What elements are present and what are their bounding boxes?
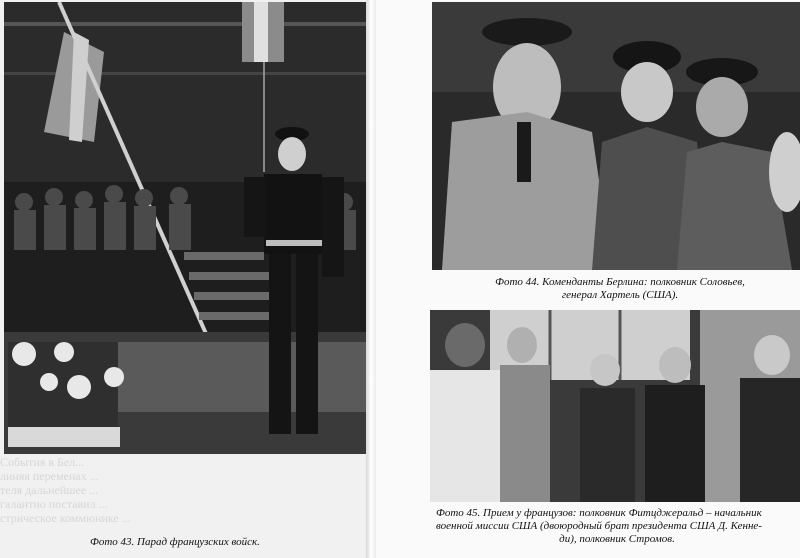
photo-45-caption-line-2: военной миссии США (двоюродный брат президента США Д. Кенне- xyxy=(436,520,762,532)
photo-45-caption xyxy=(436,507,798,546)
photo-43-parade xyxy=(4,2,366,454)
photo-44-caption-line-1: Фото 44. Коменданты Берлина: полковник Соловьев, xyxy=(495,276,745,288)
photo-45-caption-line-1: Фото 45. Прием у французов: полковник Фитцджеральд – начальник xyxy=(436,507,762,519)
bleed-through-text: События в Бел... линяя переменах ... теля дальнейшее ... галантно поставил ... стрическое коммюнике ... xyxy=(0,455,131,525)
photo-44-commandants xyxy=(432,2,800,270)
photo-44-image xyxy=(432,2,800,270)
photo-44-caption xyxy=(470,276,770,302)
photo-45-image xyxy=(430,310,800,502)
photo-44-caption-line-2: генерал Хартель (США). xyxy=(561,289,679,301)
photo-45-caption-line-3: ди), полковник Стромов. xyxy=(559,533,675,545)
photo-43-image xyxy=(4,2,366,454)
photo-45-reception xyxy=(430,310,800,502)
book-gutter xyxy=(366,0,376,558)
photo-43-caption: Фото 43. Парад французских войск. xyxy=(90,536,260,548)
